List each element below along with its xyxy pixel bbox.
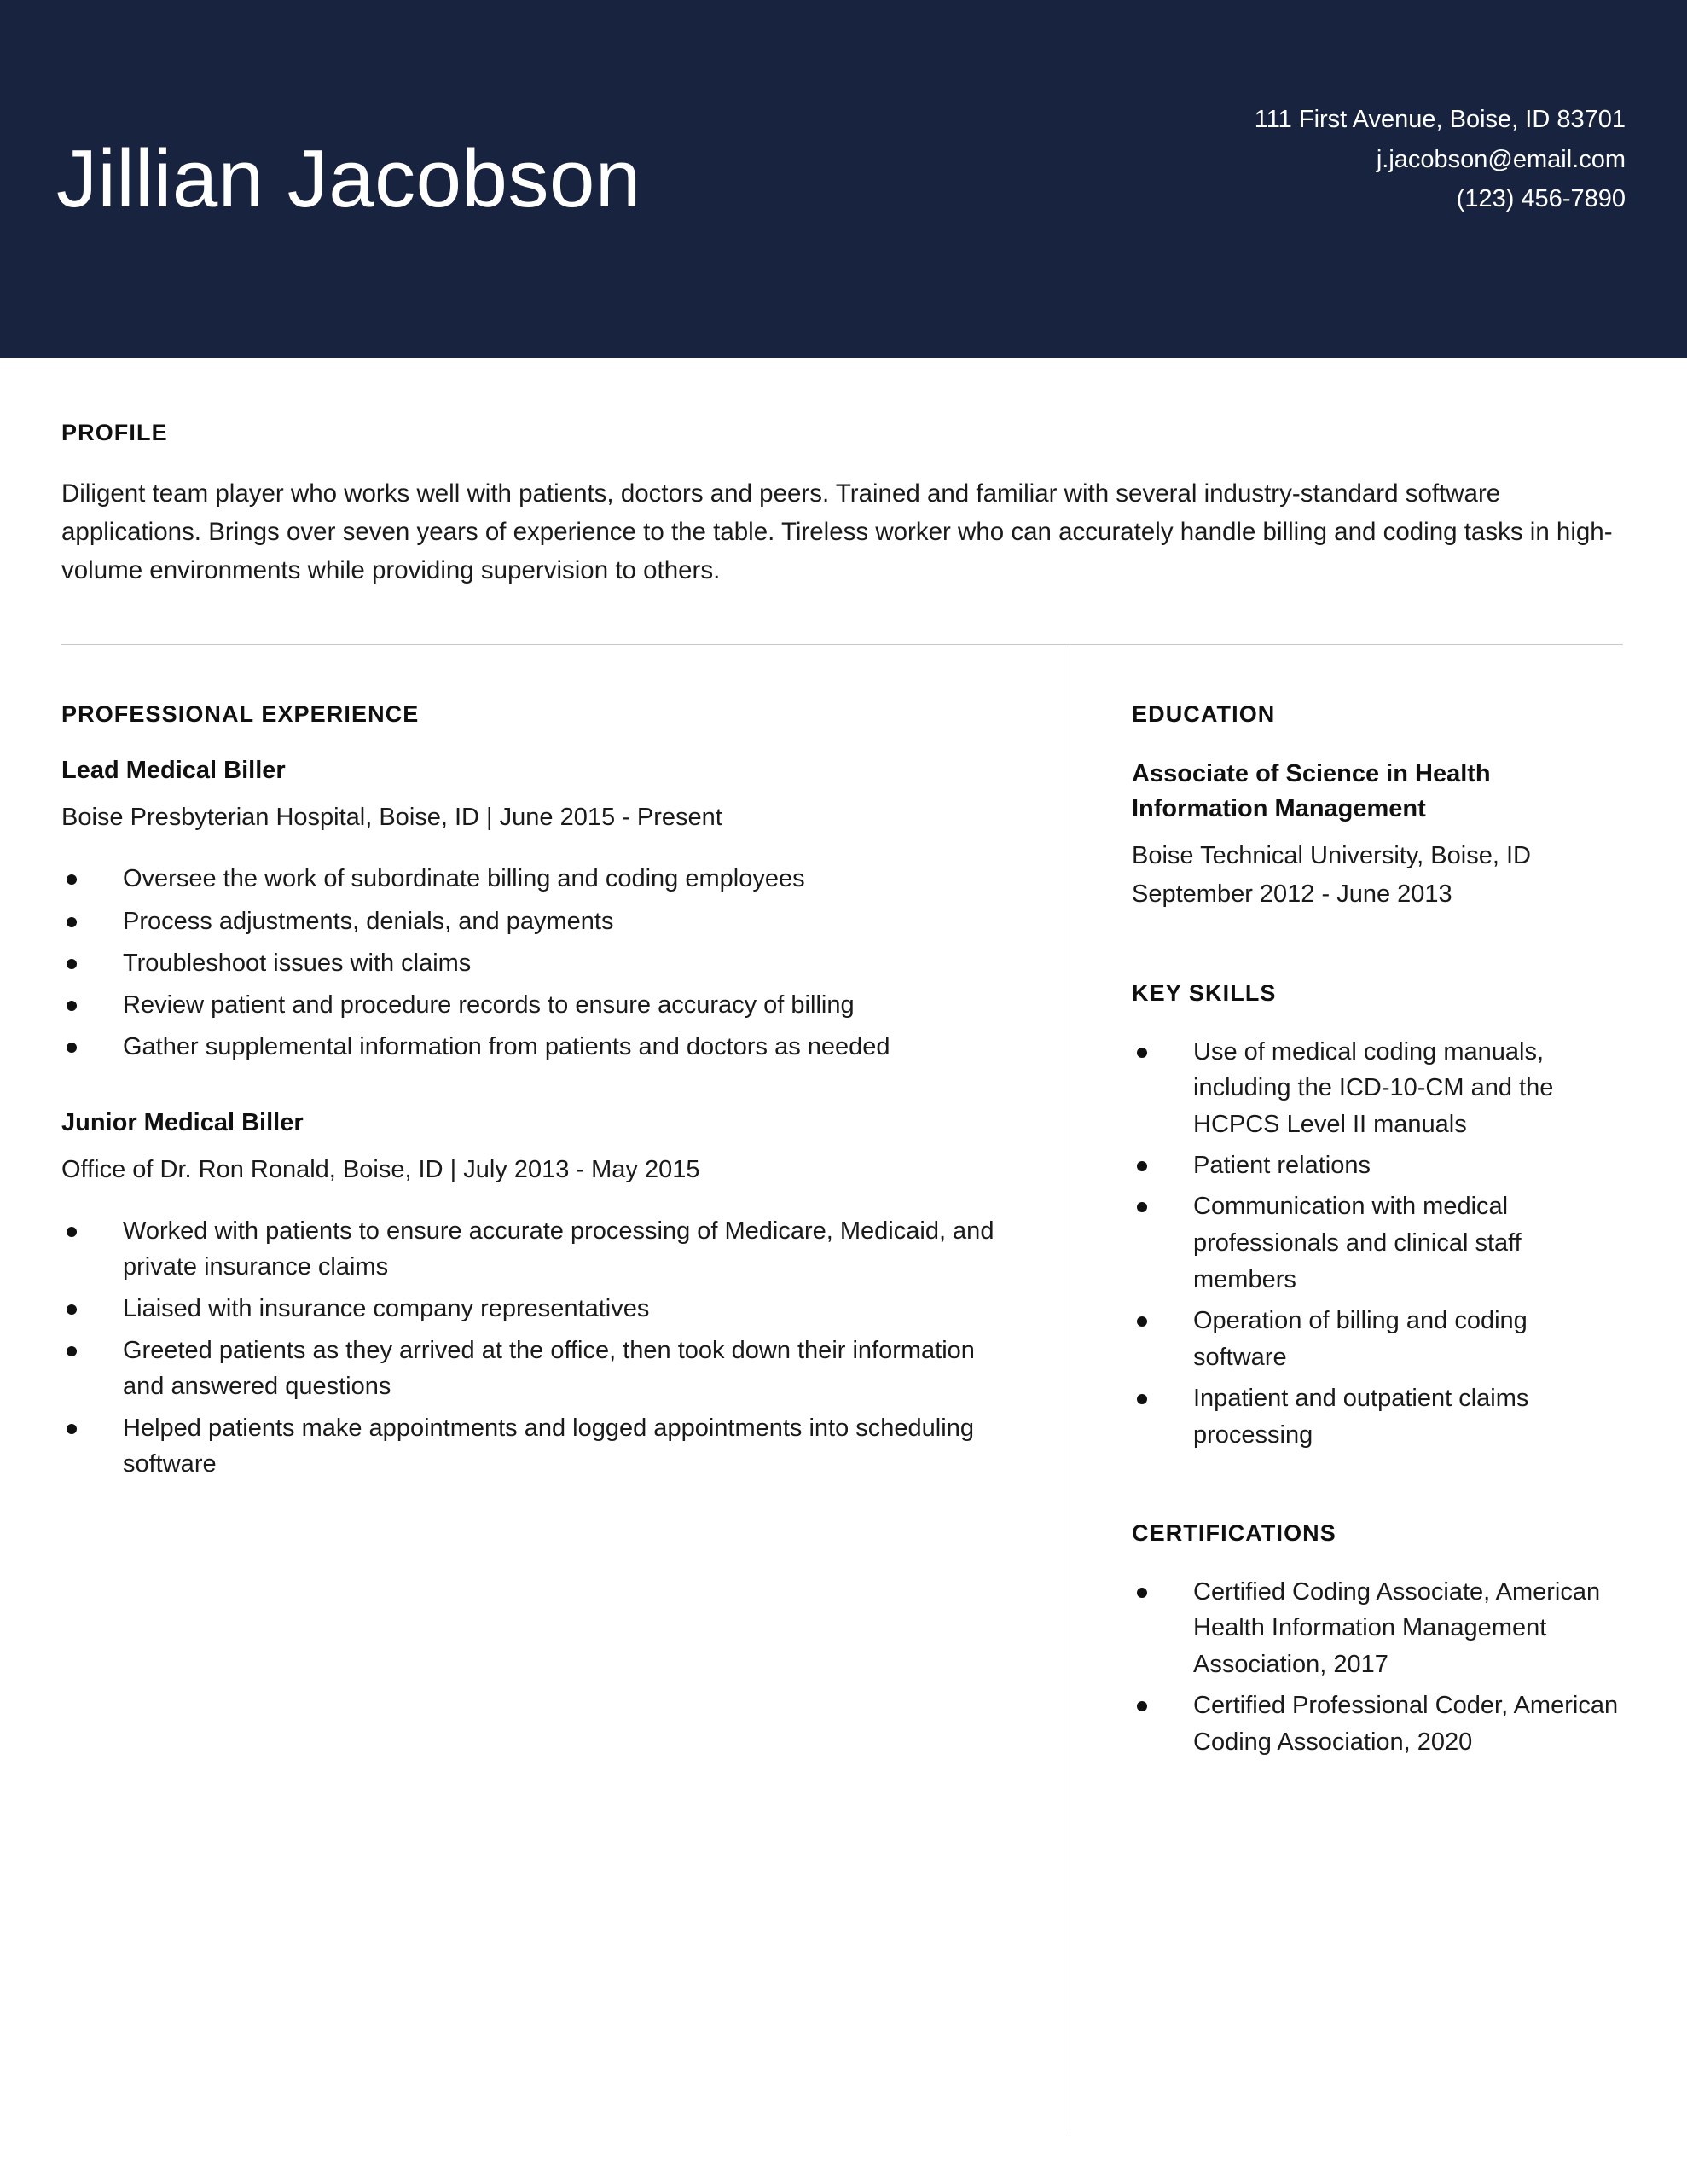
contact-phone: (123) 456-7890: [1456, 185, 1626, 213]
list-item: Liaised with insurance company representatives: [61, 1291, 1008, 1327]
contact-address: 111 First Avenue, Boise, ID 83701: [1254, 105, 1626, 133]
list-item: Gather supplemental information from patients and doctors as needed: [61, 1029, 1008, 1065]
list-item: Review patient and procedure records to ensure accuracy of billing: [61, 987, 1008, 1023]
experience-column: [0, 645, 1070, 2134]
contact-email: j.jacobson@email.com: [1376, 145, 1626, 173]
list-item: Certified Professional Coder, American Coding Association, 2020: [1132, 1687, 1627, 1761]
key-skills-list: [1132, 1034, 1627, 1454]
job-title: Lead Medical Biller: [61, 757, 286, 785]
education-dates: September 2012 - June 2013: [1132, 880, 1452, 908]
experience-entry: [61, 1109, 1008, 1482]
list-item: Inpatient and outpatient claims processing: [1132, 1380, 1627, 1454]
list-item: Greeted patients as they arrived at the office, then took down their information and answered questions: [61, 1333, 1008, 1404]
job-bullet-list: [61, 861, 1008, 1064]
list-item: Use of medical coding manuals, including the ICD-10-CM and the HCPCS Level II manuals: [1132, 1034, 1627, 1144]
list-item: Troubleshoot issues with claims: [61, 945, 1008, 981]
job-bullet-list: [61, 1213, 1008, 1482]
resume-body: [0, 645, 1687, 2134]
list-item: Process adjustments, denials, and payments: [61, 903, 1008, 939]
list-item: Operation of billing and coding software: [1132, 1303, 1627, 1376]
resume-header: [0, 0, 1687, 358]
profile-section-title: PROFILE: [61, 420, 168, 445]
list-item: Worked with patients to ensure accurate processing of Medicare, Medicaid, and private insurance claims: [61, 1213, 1008, 1285]
list-item: Helped patients make appointments and logged appointments into scheduling software: [61, 1410, 1008, 1482]
sidebar-column: [1070, 645, 1687, 2134]
job-meta: Office of Dr. Ron Ronald, Boise, ID | July 2013 - May 2015: [61, 1155, 700, 1183]
list-item: Oversee the work of subordinate billing and coding employees: [61, 861, 1008, 897]
list-item: Patient relations: [1132, 1147, 1627, 1184]
contact-block: [1255, 100, 1626, 259]
profile-section: [0, 358, 1687, 645]
experience-section-title: PROFESSIONAL EXPERIENCE: [61, 701, 420, 728]
key-skills-section-title: KEY SKILLS: [1132, 979, 1277, 1006]
list-item: Certified Coding Associate, American Health Information Management Association, 2017: [1132, 1574, 1627, 1684]
job-meta: Boise Presbyterian Hospital, Boise, ID | June 2015 - Present: [61, 804, 722, 832]
list-item: Communication with medical professionals and clinical staff members: [1132, 1188, 1627, 1298]
certifications-section-title: CERTIFICATIONS: [1132, 1519, 1336, 1546]
education-section-title: EDUCATION: [1132, 701, 1276, 728]
certifications-list: [1132, 1574, 1627, 1762]
profile-summary-text: Diligent team player who works well with patients, doctors and peers. Trained and familiar with several industry-standard software applications. Brings over seven years of experience to the table. Tireless worker who can accurately handle billing and coding tasks in high-volume environments while providing supervision to others.: [61, 479, 1613, 584]
education-school: Boise Technical University, Boise, ID: [1132, 841, 1531, 869]
experience-entry: [61, 757, 1008, 1064]
candidate-name: Jillian Jacobson: [56, 132, 641, 224]
job-title: Junior Medical Biller: [61, 1108, 304, 1136]
education-degree: Associate of Science in Health Information Management: [1132, 760, 1491, 823]
